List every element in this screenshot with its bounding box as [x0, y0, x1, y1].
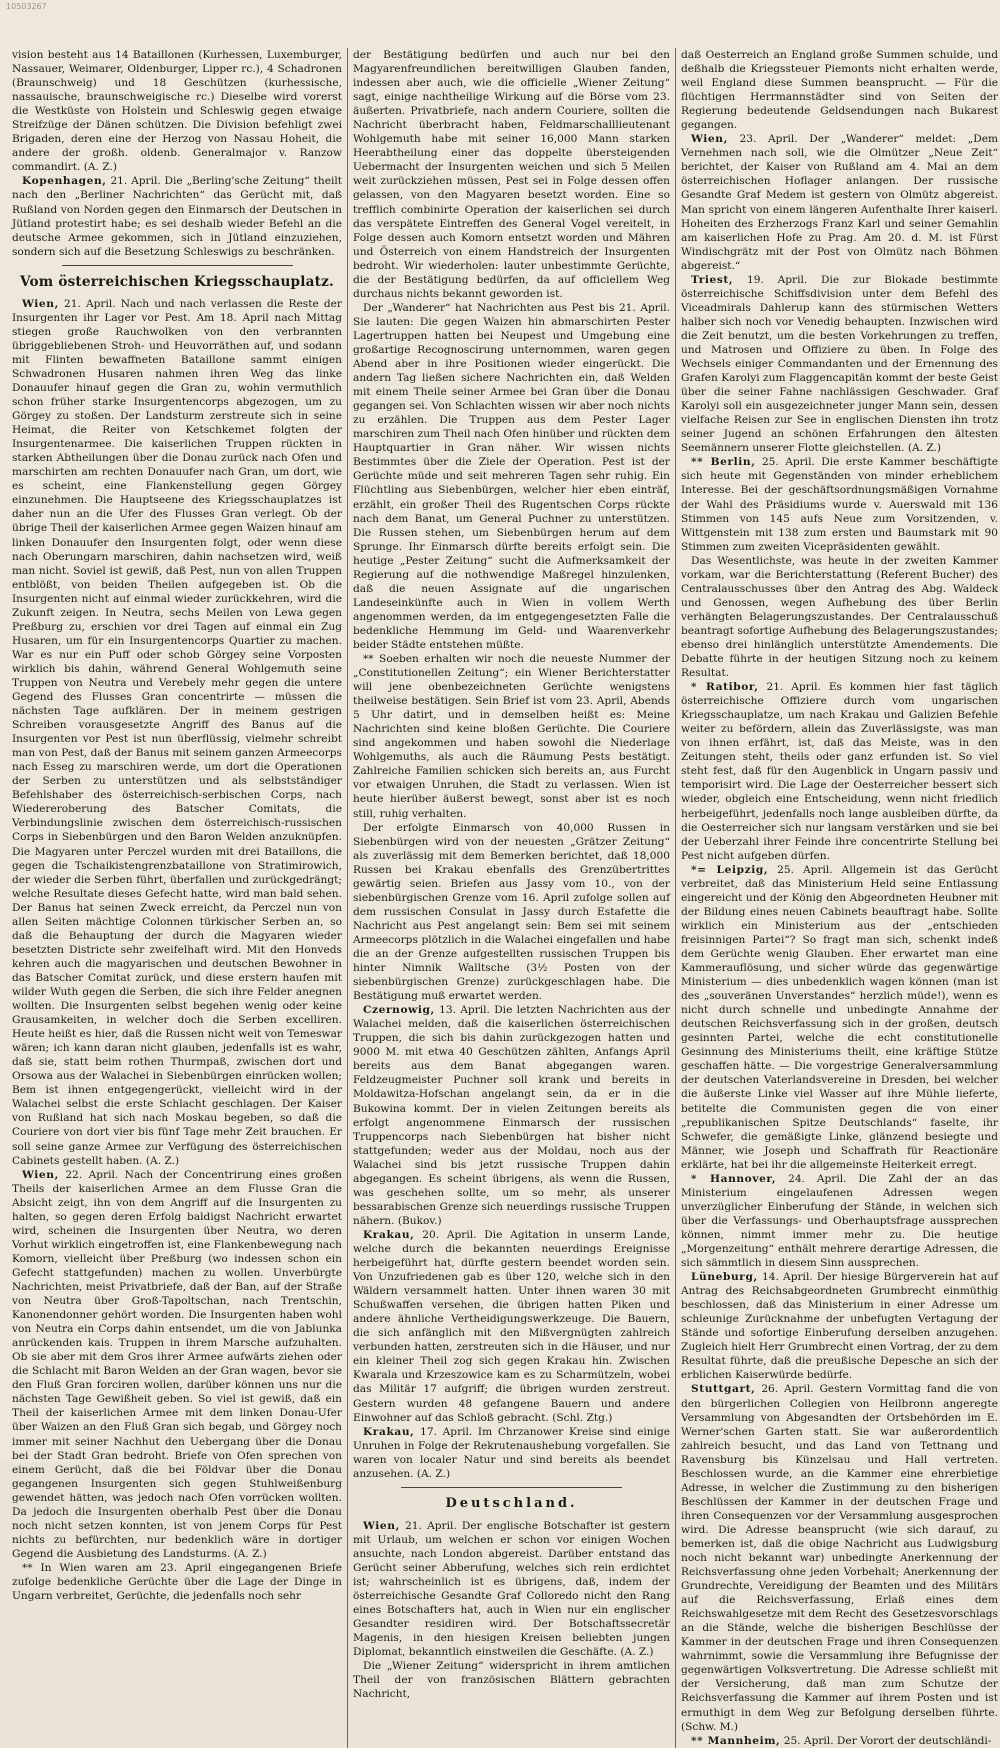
article-paragraph [353, 1519, 670, 1659]
article-paragraph [681, 554, 998, 680]
article-paragraph [681, 273, 998, 456]
article-paragraph [353, 1659, 670, 1701]
article-paragraph [681, 132, 998, 272]
dateline-place: Wien, [363, 1519, 400, 1532]
paragraph-text: Der „Wanderer“ hat Nachrichten aus Pest bis 21. April. Sie lauten: Die gegen Waizen hin abmarschirten Pester Lagertruppen hatten bei Neupest und Umgebung eine großartige Recognoscirung unternommen, waren gegen Abend aber in ihre Positionen wieder eingerückt. Die andern Tag ließen sichere Nachrichten ein, daß Welden mit einem Theile seiner Armee bei Gran über die Donau gegangen sei. Von Schlachten wissen wir aber noch nichts zu erzählen. Die Truppen aus dem Pester Lager marschiren zum Theil nach Ofen hinüber und rückten dem Hauptquartier in Gran näher. Wir wissen nichts Bestimmtes über die Ziele der Operation. Pest ist der Gerüchte müde und seit mehreren Tagen sehr ruhig. Ein Flüchtling aus Siebenbürgen, welcher hier eben einträf, erzählt, ein großer Theil des Rugentschen Corps rückte nach dem Banat, um General Puchner zu unterstützen. Die Russen stehen, um Siebenbürgen herum auf dem Sprunge. Ihr Einmarsch dürfte bereits erfolgt sein. Die heutige „Pester Zeitung“ sucht die Aufmerksamkeit der Regierung auf die nothwendige Maßregel hinzulenken, daß die neuen Assignate auf die ungarischen Landeseinkünfte auch in Wien in vollem Werth angenommen werden, da im entgegengesetzten Falle die bedenkliche Hemmung im Geld- und Waarenverkehr beider Städte entstehen müßte. [353, 301, 670, 651]
dateline-place: Wien, [691, 133, 728, 146]
article-paragraph [353, 1425, 670, 1481]
paragraph-text: 24. April. Die Zahl der an das Ministerium eingelaufenen Adressen wegen unverzüglicher Einberufung der Stände, in welchen sich über die Verfassungs- und Oberhauptsfrage aussprechen können, nimmt immer mehr zu. Die heutige „Morgenzeitung“ enthält mehrere derartige Adressen, die sich sämmtlich in diesem Sinn aussprechen. [681, 1172, 998, 1270]
article-paragraph [12, 48, 342, 174]
paragraph-text: ** In Wien waren am 23. April eingegangenen Briefe zufolge bedenkliche Gerüchte über die Lage der Dinge in Ungarn verbreitet, Gerüchte, die jedenfalls noch sehr [12, 1561, 342, 1603]
paragraph-text: Das Wesentlichste, was heute in der zweiten Kammer vorkam, war die Berichterstattung (Referent Bucher) des Centralausschusses über den Antrag des Abg. Waldeck und Genossen, wegen Aufhebung des über Berlin verhängten Belagerungszustandes. Der Centralausschuß beantragt sofortige Aufhebung des Belagerungszustandes; ebenso drei hinlänglich unterstützte Amendements. Die Debatte führte in der heutigen Sitzung noch zu keinem Resultat. [681, 554, 998, 680]
article-paragraph [12, 174, 342, 258]
dateline-place: Stuttgart, [691, 1383, 756, 1396]
section-heading: Vom österreichischen Kriegsschauplatz. [20, 273, 334, 290]
paragraph-text: 20. April. Die Agitation in unserm Lande, welche durch die bekannten neuerdings Ereignisse herbeigeführt hat, dürfte gestern beendet worden sein. Von Unzufriedenen gab es über 120, welche sich in den Wäldern versammelt hatten. Unter ihnen waren 30 mit Schußwaffen versehen, die übrigen hatten Piken und andere ähnliche Vertheidigungswerkzeuge. Die Bauern, die sich anfänglich mit den Mißvergnügten zahlreich verbunden hatten, zerstreuten sich in die Häuser, und nur ein kleiner Theil zog sich gegen Krakau hin. Zwischen Kwarala und Krzeszowice kam es zu Scharmützeln, wobei das Militär 17 aufgriff; die übrigen wurden zerstreut. Gestern wurden 48 gefangene Bauern und andere Einwohner auf das Schloß gebracht. (Schl. Ztg.) [353, 1228, 670, 1424]
paragraph-text: 25. April. Der Vorort der deutschländi- [783, 1734, 992, 1747]
paragraph-text: 25. April. Die erste Kammer beschäftigte sich heute mit Gegenständen von minder erheblichem Interesse. Bei der geschäftsordnungsmäßigen Vornahme der Wahl des Präsidiums wurde v. Auerswald mit 136 Stimmen von 145 aufs Neue zum Vorsitzenden, v. Wittgenstein mit 138 zum ersten und Baumstark mit 90 Stimmen zum zweiten Vicepräsidenten gewählt. [681, 456, 998, 553]
paragraph-text: 19. April. Die zur Blokade bestimmte österreichische Schiffsdivision unter dem Befehl des Viceadmirals Dahlerup kann des stürmischen Wetters halber sich noch vor Venedig behaupten. Inzwischen wird die Zeit benutzt, um die besten Vorkehrungen zu treffen, und Matrosen und Offiziere zu üben. In Folge des Wechsels einiger Commandanten und der Ernennung des Grafen Karolyi zum Flaggencapitän kommt der beste Geist über die seiner Fahne nachlässigen Geschwader. Graf Karolyi soll ein ausgezeichneter junger Mann sein, dessen vielfache Reisen zur See in englischen Diensten ihn trotz seiner Jugend an schönen Erfahrungen den ältesten Seemännern unserer Flotte gleichstellen. (A. Z.) [681, 273, 998, 455]
article-paragraph [12, 1168, 342, 1561]
article-paragraph [12, 1561, 342, 1603]
paragraph-text: Die „Wiener Zeitung“ widerspricht in ihrem amtlichen Theil der von französischen Blättern gebrachten Nachricht, [353, 1660, 670, 1701]
paragraph-text: ** Soeben erhalten wir noch die neueste Nummer der „Constitutionellen Zeitung“; ein Wiener Berichterstatter will jene obenbezeichneten Gerüchte wenigstens theilweise bestätigen. Sein Brief ist vom 23. April, Abends 5 Uhr datirt, und in demselben heißt es: Meine Nachrichten sind keine bloßen Gerüchte. Die Couriere sind angekommen und haben sowohl die Niederlage Wohlgemuths, als auch die Räumung Pests bestätigt. Zahlreiche Familien schicken sich bereits an, aus Furcht vor etwaigen Unruhen, die Stadt zu verlassen. Wien ist heute hierüber äußerst bewegt, sonst aber ist es noch still, ruhig verhalten. [353, 653, 670, 820]
paragraph-text: 21. April. Nach und nach verlassen die Reste der Insurgenten ihr Lager vor Pest. Am 18. April nach Mittag stiegen große Rauchwolken von den verbrannten übriggebliebenen Stroh- und Heuvorräthen auf, und sodann mit Flinten bewaffneten Bataillone sammt einigen Schwadronen Husaren nahmen ihren Weg das linke Donauufer hinauf gegen die Gran zu, wohin vermuthlich schon früher starke Insurgentencorps abgezogen, um zu Görgey zu stoßen. Der Landsturm zerstreute sich in seine Heimat, die Reiter von Ketschkemet folgten der Insurgentenarmee. Die kaiserlichen Truppen rückten in starken Abtheilungen über die Donau zurück nach Ofen und marschirten am rechten Donauufer nach Gran, um dort, wie es scheint, eine Flankenstellung gegen Görgey einzunehmen. Die Hauptseene des Kriegsschauplatzes ist daher nun an die Ufer des Flusses Gran verlegt. Ob der übrige Theil der kaiserlichen Armee gegen Waizen hinauf am linken Donauufer den Insurgenten folgt, oder wenn diese nach Oberungarn marschiren, dahin nachsetzen wird, weiß man nicht. Soviel ist gewiß, daß Pest, nun von allen Truppen entblößt, von beiden Theilen aufgegeben ist. Ob die Insurgenten nicht auf einmal wieder zurückkehren, wird die Zukunft zeigen. In Neutra, sechs Meilen von Lewa gegen Preßburg zu, erschien vor drei Tagen auf einmal ein Zug Husaren, um für ein Insurgentencorps Quartier zu machen. War es nur ein Puff oder schob Görgey seine Vorposten wirklich bis dahin, während General Wohlgemuth seine Truppen von Neutra und Verebely mehr gegen die untere Gegend des Flusses Gran concentrirte — müssen die nächsten Tage aufklären. Der in meinem gestrigen Schreiben vorausgesetzte Angriff des Banus auf die Insurgenten vor Pest ist nun überflüssig, vielmehr schreibt man von Pest, daß der Banus mit seinem ganzen Armeecorps nach Esseg zu marschiren werde, um dort die Operationen der Serben zu unterstützen und als selbstständiger Befehlshaber des österreichisch-serbischen Corps, nach Wiedereroberung des Batscher Comitats, die Verbindungslinie zwischen dem österreichisch-russischen Corps in Siebenbürgen und den Baron Welden anzuknüpfen. Die Magyaren unter Perczel wurden mit drei Bataillons, die gegen die Tschaikistengrenzbataillone von Stratimirowich, der wieder die Serben führt, überfallen und zurückgedrängt; welche Resultate dieses Gefecht hatte, wird man bald sehen. Der Banus hat seinen Zweck erreicht, da Perczel nun von allen Seiten mächtige Colonnen türkischer Serben an, so daß die Behauptung der durch die Magyaren wieder besetzten Districte sehr zweifelhaft wird. Mit den Honveds kehren auch die magyarischen und deutschen Bewohner in das Batscher Comitat zurück, und diese erstern haufen mit wilder Wuth gegen die Serben, die sich ihre Felder anegnen wollten. Die Insurgenten selbst begehen wenig oder keine Grausamkeiten, in welcher doch die Serben excelliren. Heute heißt es hier, daß die Russen nicht weit von Temeswar wären; ich kann daran nicht glauben, jedenfalls ist es wahr, daß sie, statt beim rothen Thurmpaß, zwischen dort und Orsowa aus der Walachei in Siebenbürgen einrücken wollen; Bem ist ihnen entgegengerückt, vielleicht wird in der Walachei selbst die erste Schlacht geschlagen. Der Kaiser von Rußland hat sich nach Moskau begeben, so daß die Couriere von dort vier bis fünf Tage mehr Zeit brauchen. Er soll seine ganze Armee zur Verfügung des österreichischen Cabinets gestellt haben. (A. Z.) [12, 297, 342, 1167]
paragraph-text: daß Oesterreich an England große Summen schulde, und deßhalb die Kriegssteuer Piemonts nicht erhalten werde, weil England diese Summen beansprucht. — Für die flüchtigen Herrmannstädter sind von Seiten der Regierung bedeutende Geldsendungen nach Bukarest gegangen. [681, 49, 998, 132]
column-1 [12, 48, 342, 1748]
dateline-place: * Ratibor, [691, 681, 759, 694]
paragraph-text: 23. April. Der „Wanderer“ meldet: „Dem Vernehmen nach soll, wie die Olmützer „Neue Zeit“ berichtet, der Kaiser von Rußland am 4. Mai an dem österreichischen Hoflager anlangen. Der russische Gesandte Graf Medem ist gestern von Olmütz abgereist. Man spricht von einem längeren Aufenthalte Ihrer kaiserl. Hoheiten des Erzherzogs Franz Karl und seiner Gemahlin am kaiserlichen Hofe zu Prag. Am 20. d. M. ist Fürst Windischgrätz mit der Post von Olmütz nach Böhmen abgereist.“ [681, 133, 999, 272]
paragraph-text: 17. April. Im Chrzanower Kreise sind einige Unruhen in Folge der Rekrutenaushebung vorgefallen. Sie waren von localer Natur und sind bereits als beendet anzusehen. (A. Z.) [353, 1425, 670, 1480]
paragraph-text: vision besteht aus 14 Bataillonen (Kurhessen, Luxemburger, Nassauer, Weimarer, Oldenburger, Lipper rc.), 4 Schadronen (Braunschweig) und 18 Geschützen (kurhessische, nassauische, braunschweigische rc.) Dieselbe wird vorerst die Westküste von Holstein und Schleswig gegen etwaige Streifzüge der Dänen schützen. Die Division befehligt zwei Brigaden, deren eine der Herzog von Nassau Hoheit, die andere der großh. oldenb. Generalmajor v. Ranzow commandirt. (A. Z.) [12, 49, 342, 174]
dateline-place: Krakau, [363, 1228, 415, 1241]
paragraph-text: der Bestätigung bedürfen und auch nur bei den Magyarenfreundlichen bereitwilligen Glauben fanden, indessen aber auch, wie die officielle „Wiener Zeitung“ sagt, einige nachtheilige Wirkung auf die Börse vom 23. äußerten. Privatbriefe, nach andern Couriere, sollten die Nachricht überbracht haben, Feldmarschalllieutenant Wohlgemuth habe mit seiner 16,000 Mann starken Heerabtheilung einer das doppelte übersteigenden Uebermacht der Insurgenten weichen und sich 5 Meilen weit zurückziehen müssen, Pest sei in Folge dessen offen gelassen, von den Magyaren besetzt worden. Eine so trefflich combinirte Operation der kaiserlichen sei durch das verspätete Eintreffen des General Vogel vereitelt, in Folge dessen auch Komorn entsetzt worden und Mähren und Österreich von einem Handstreich der Insurgenten bedroht. Wir wiederholen: lauter unbestimmte Gerüchte, die der Bestätigung bedürfen, da auf officiellem Weg durchaus nichts bekannt geworden ist. [353, 49, 670, 300]
article-paragraph [681, 48, 998, 132]
article-paragraph [353, 301, 670, 652]
dateline-place: Czernowig, [363, 1004, 435, 1017]
column-3 [675, 48, 998, 1748]
paragraph-text: 21. April. Die „Berling'sche Zeitung“ theilt nach den „Berliner Nachrichten“ das Gerücht mit, daß Rußland von Norden gegen den Einmarsch der Deutschen in Jütland protestirt habe; es sei deshalb wieder Befehl an die deutsche Armee gekommen, sich in Jütland einzuziehen, sondern sich auf die Besetzung Schleswigs zu beschränken. [12, 175, 343, 258]
article-paragraph [681, 1734, 998, 1748]
paragraph-text: 21. April. Es kommen hier fast täglich österreichische Offiziere durch vom ungarischen Kriegsschauplatze, um nach Krakau und Galizien Befehle weiter zu befördern, allein das Zuverlässigste, was man von ihnen erfährt, ist, daß das Meiste, was in den Zeitungen steht, theils oder ganz erfunden ist. So viel steht fest, daß für den Augenblick in Ungarn passiv und temporisirt wird. Die Lage der Oesterreicher bessert sich wieder, obgleich eine Entscheidung, wenn nicht friedlich herbeigeführt, jedenfalls noch lange ausbleiben dürfte, da die Oesterreicher sich nur langsam verstärken und sie bei der Ueberzahl ihrer Feinde ihre concentrirte Stellung bei Pest nicht aufgeben dürfen. [681, 681, 998, 862]
paragraph-text: 26. April. Gestern Vormittag fand die von den bürgerlichen Collegien von Heilbronn angeregte Versammlung von Abgesandten der Ortsbehörden im E. Werner'schen Garten statt. Sie war außerordentlich zahlreich besucht, und das Land von Tettnang und Ravensburg bis Künzelsau und Hall vertreten. Beschlossen wurde, an die Kammer eine ehrerbietige Adresse, in welcher die Zustimmung zu den bisherigen Beschlüssen der Kammer in der deutschen Frage und ihren Consequenzen vor der Versammlung ausgesprochen wird. Die Adresse beansprucht (wie sich darauf, zu bemerken ist, daß die obige Nachricht aus Ludwigsburg noch nicht bekannt war) unbedingte Anerkennung der Reichsverfassung ohne jeden Vorbehalt; Anerkennung der Grundrechte, Vereidigung der Beamten und des Militärs auf die Reichsverfassung, Erlaß eines dem Reichswahlgesetze mit dem Recht des Gesetzesvorschlags an die Stände, welche die bisherigen Beschlüsse der Kammer in der deutschen Frage und ihren Consequenzen wahrnimmt, sowie die Versammlung ihre Befugnisse der gegenwärtigen Volksvertretung. Die Adresse schließt mit der Versicherung, daß man zum Schutze der Reichsverfassung die Kammer auf ihrem Posten und ist ermuthigt in dem Weg zur Befolgung derselben führte. (Schw. M.) [681, 1383, 999, 1733]
paragraph-text: Der erfolgte Einmarsch von 40,000 Russen in Siebenbürgen wird von der neuesten „Grätzer Zeitung“ als zuverlässig mit dem Bemerken berichtet, daß 18,000 Russen bei Krakau ebenfalls des Grenzübertrittes gewärtig seien. Briefen aus Jassy vom 10., von der siebenbürgischen Grenze vom 16. April zufolge sollen auf dem russischen Consulat in Jassy durch Estafette die Nachricht aus Pest angelangt sein: Bem sei mit seinem Armeecorps plötzlich in die Walachei eingefallen und habe die an der Grenze aufgestellten russischen Truppen bis hinter Nimnik Walltsche (3½ Posten von der siebenbürgischen Grenze) zurückgeschlagen habe. Die Bestätigung muß erwartet werden. [353, 821, 670, 1003]
paragraph-text: 25. April. Allgemein ist das Gerücht verbreitet, daß das Ministerium Held seine Entlassung eingereicht und der König den Abgeordneten Heubner mit der Bildung eines neuen Cabinets beauftragt habe. Sollte wirklich ein Ministerium aus der „entschieden freisinnigen Partei“? So fragt man sich, schenkt indeß dem Gerüchte wenig Glauben. Eher erwartet man eine Kammerauflösung, und sicher würde das gegenwärtige Ministerium — dies unbedenklich wagen können (man ist des „souveränen Unverstandes“ herzlich müde!), wenn es nicht durch schnelle und unbedingte Annahme der deutschen Reichsverfassung sich in der großen, deutsch gesinnten Partei, welche die echt constitutionelle Gesinnung des Ministeriums theilt, eine kräftige Stütze geschaffen hätte. — Die vorgestrige Generalversammlung der deutschen Vaterlandsvereine in Dresden, bei welcher die äußerste Linke viel Wasser auf ihre Mühle lieferte, betitelte die Communisten gegen die von einer „republikanischen Spitze Deutschlands“ faselte, ihr Schwefer, die gemäßigte Linke, glänzend besiegte und Männer, wie Joseph und Schaffrath für Reactionäre erklärte, hat bei ihr die allgemeinste Heiterkeit erregt. [681, 863, 999, 1171]
paragraph-text: 13. April. Die letzten Nachrichten aus der Walachei melden, daß die kaiserlichen österreichischen Truppen, die sich bis dahin zurückgezogen hatten und 9000 M. mit etwa 40 Geschützen zählten, Anfangs April bereits aus dem Banat abgegangen waren. Feldzeugmeister Puchner soll krank und bereits in Moldawitza-Hofschan angelangt sein, da er in die Bukowina kommt. Der in vielen Zeitungen bereits als erfolgt angenommene Einmarsch der russischen Truppencorps nach Siebenbürgen hat bisher nicht stattgefunden; weder aus der Moldau, noch aus der Walachei sind bis jetzt russische Truppen dahin abgegangen. Es scheint übrigens, als wenn die Russen, was geschehen sollte, um so mehr, als unserer bessarabischen Grenze sich neuerdings russische Truppen nähern. (Bukov.) [353, 1004, 670, 1227]
article-paragraph [353, 1228, 670, 1425]
article-paragraph [681, 455, 998, 553]
dateline-place: ** Mannheim, [691, 1734, 781, 1747]
dateline-place: Lüneburg, [691, 1271, 758, 1284]
dateline-place: Kopenhagen, [22, 175, 107, 188]
article-paragraph [353, 652, 670, 821]
dateline-place: Krakau, [363, 1425, 415, 1438]
article-paragraph [353, 1003, 670, 1228]
paragraph-text: 22. April. Nach der Concentrirung eines großen Theils der kaiserlichen Armee an dem Flusse Gran die Absicht zeigt, ihn von dem Angriff auf die Insurgenten zu halten, so gegen deren Erfolg baldigst Nachricht erwartet wird, scheinen die Insurgenten über Neutra, wo deren Vorhut wirklich eingetroffen ist, eine Flankenbewegung nach Komorn, vielleicht über Preßburg (wo indessen schon ein Gefecht stattgefunden) machen zu wollen. Unverbürgte Nachrichten, meist Privatbriefe, daß der Ban, auf der Straße von Neutra über Groß-Tapoltschan, nach Trentschin, Kanonendonner gehört worden. Die Insurgenten haben wohl von Neutra ein Corps dahin entsendet, um die von Jablunka anrückenden kais. Truppen in ihrem Marsche aufzuhalten. Ob sie aber mit dem Gros ihrer Armee aufwärts ziehen oder die Schlacht mit Baron Welden an der Gran wagen, bevor sie den Fluß Gran forciren wollen, darüber können uns nur die nächsten Tage Gewißheit geben. So viel ist gewiß, daß ein Theil der kaiserlichen Armee mit dem linken Donau-Ufer über Waizen an den Fluß Gran sich begab, und Görgey noch immer mit seiner Nachhut den Uebergang über die Donau bei der Stadt Gran bedroht. Briefe von Ofen sprechen von einem Gerücht, daß die bei Földvar über die Donau gegangenen Insurgenten sich gegen Stuhlweißenburg gewendet hätten, was jedoch nach Ofen vorrücken wollten. Da jedoch die Insurgenten oberhalb Pest über die Donau noch nicht setzen konnten, ist von jenem Corps für Pest nichts zu befürchten, nur bedenklich wäre in dortiger Gegend die Ausbietung des Landsturms. (A. Z.) [12, 1168, 342, 1560]
article-paragraph [681, 1270, 998, 1382]
paragraph-text: 14. April. Der hiesige Bürgerverein hat auf Antrag des Reichsabgeordneten Grumbrecht einmüthig beschlossen, daß das Ministerium in einer Adresse um schleunige Zurücknahme der unbefugten Vertagung der Stände und sofortige Einberufung derselben anzugehen. Zugleich hielt Herr Grumbrecht einen Vortrag, der zu dem Resultat führte, daß die preußische Depesche an sich der erblichen Kaiserwürde bedürfe. [681, 1271, 998, 1382]
dateline-place: ** Berlin, [691, 456, 756, 469]
article-paragraph [681, 1172, 998, 1270]
article-paragraph [681, 863, 998, 1172]
column-2 [347, 48, 670, 1748]
section-divider [401, 1487, 623, 1488]
scan-id: 10503267 [6, 2, 47, 11]
dateline-place: Wien, [22, 1168, 59, 1181]
dateline-place: * Hannover, [691, 1172, 777, 1185]
dateline-place: *= Leipzig, [691, 863, 769, 876]
column-grid [12, 48, 999, 1747]
dateline-place: Triest, [691, 273, 734, 286]
article-paragraph [681, 1382, 998, 1733]
article-paragraph [681, 680, 998, 863]
section-divider [62, 265, 293, 266]
article-paragraph [353, 48, 670, 301]
article-paragraph [353, 821, 670, 1004]
article-paragraph [12, 297, 342, 1168]
paragraph-text: 21. April. Der englische Botschafter ist gestern mit Urlaub, um welchen er schon vor einigen Wochen ansuchte, nach London abgereist. Darüber entstand das Gerücht seiner Abberufung, welches sich rein erdichtet ist; wahrscheinlich ist es übrigens, daß, indem der österreichische Gesandte Graf Colloredo nicht den Rang eines Botschafters hat, auch in Wien nur ein englischer Gesandter residiren wird. Der Botschaftssecretär Magenis, in den hiesigen Kreisen beliebten jungen Diplomat, bekanntlich einstweilen die Geschäfte. (A. Z.) [353, 1519, 670, 1659]
dateline-place: Wien, [22, 297, 59, 310]
section-heading: Deutschland. [445, 1495, 578, 1511]
